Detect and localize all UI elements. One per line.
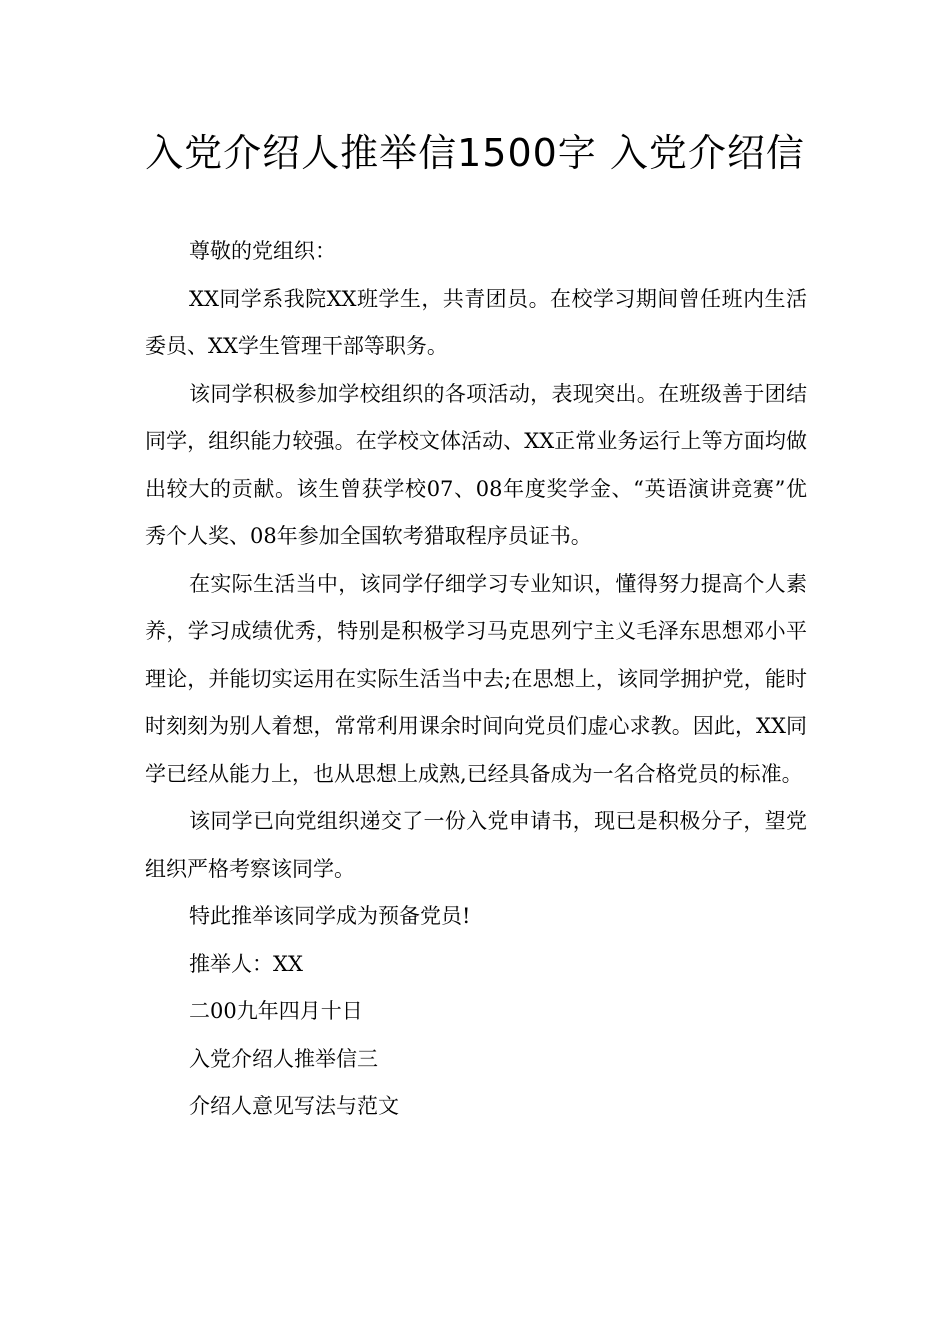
recommendation-statement: 特此推举该同学成为预备党员!: [189, 904, 471, 928]
paragraph-application: 该同学已向党组织递交了一份入党申请书，现已是积极分子，望党组织严格考察该同学。: [145, 809, 807, 881]
paragraph-intro: XX同学系我院XX班学生，共青团员。在校学习期间曾任班内生活委员、XX学生管理干部等职务。: [145, 286, 807, 358]
recommender-signature: 推举人：XX: [189, 951, 303, 976]
section-heading-opinion-writing: 介绍人意见写法与范文: [189, 1094, 399, 1118]
section-heading-letter-three: 入党介绍人推举信三: [189, 1046, 378, 1071]
salutation: 尊敬的党组织：: [189, 239, 336, 263]
document-body: [145, 228, 807, 1131]
paragraph-activities: 该同学积极参加学校组织的各项活动，表现突出。在班级善于团结同学，组织能力较强。在学校文体活动、XX正常业务运行上等方面均做出较大的贡献。该生曾获学校07、08年度奖学金、“英语演讲竞赛”优秀个人奖、08年参加全国软考猎取程序员证书。: [145, 381, 807, 548]
paragraph-study-and-thought: 在实际生活当中，该同学仔细学习专业知识，懂得努力提高个人素养，学习成绩优秀，特别是积极学习马克思列宁主义毛泽东思想邓小平理论，并能切实运用在实际生活当中去;在思想上，该同学拥护党，能时时刻刻为别人着想，常常利用课余时间向党员们虚心求教。因此，XX同学已经从能力上，也从思想上成熟,已经具备成为一名合格党员的标准。: [145, 571, 807, 786]
document-title: 入党介绍人推举信1500字 入党介绍信: [145, 131, 805, 175]
letter-date: 二00九年四月十日: [189, 999, 363, 1023]
